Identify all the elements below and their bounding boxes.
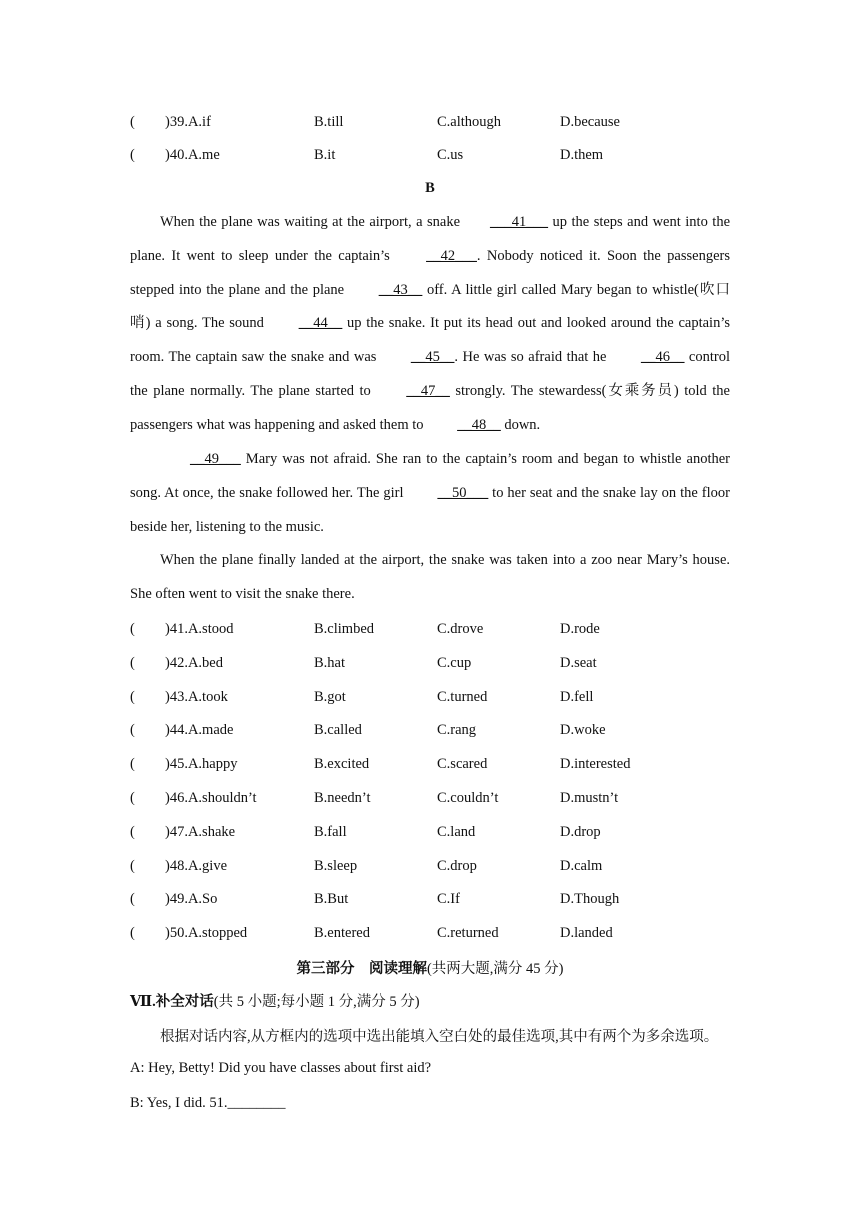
dialog-instruction: 根据对话内容,从方框内的选项中选出能填入空白处的最佳选项,其中有两个为多余选项。 [160, 1029, 719, 1045]
option-d: D.Though [560, 891, 620, 907]
option-a: )42.A.bed [165, 655, 223, 671]
blank-50[interactable]: __50___ [437, 484, 489, 501]
option-b: B.hat [314, 655, 346, 671]
option-b: B.sleep [314, 858, 358, 874]
option-a: )46.A.shouldn’t [165, 790, 257, 806]
section-seven-title: Ⅶ.补全对话 [130, 994, 214, 1010]
option-b: B.climbed [314, 621, 375, 637]
blank-43[interactable]: __43__ [378, 281, 423, 298]
option-d: D.interested [560, 756, 631, 772]
option-b: B.till [314, 114, 344, 130]
answer-bracket[interactable]: ( [130, 147, 135, 163]
option-b: B.fall [314, 824, 347, 840]
option-c: C.scared [437, 756, 488, 772]
option-c: C.land [437, 824, 476, 840]
option-c: C.cup [437, 655, 472, 671]
option-c: C.returned [437, 925, 499, 941]
option-b: B.called [314, 722, 362, 738]
blank-48[interactable]: __48__ [457, 416, 501, 433]
blank-47[interactable]: __47__ [406, 382, 450, 399]
passage-text: control the plane normally. The plane started to [130, 349, 730, 399]
option-a: )48.A.give [165, 858, 228, 874]
option-d: D.rode [560, 621, 600, 637]
answer-bracket[interactable]: ( [130, 858, 135, 874]
passage-text: off. A little girl called Mary began to whistle(吹口哨) a song. The sound [130, 281, 730, 332]
section-seven-heading [130, 990, 420, 1011]
blank-41[interactable]: ___41___ [490, 214, 549, 230]
passage-text: . Nobody noticed it. Soon the passengers stepped into the plane and the plane [130, 247, 730, 298]
option-d: D.fell [560, 689, 594, 705]
answer-bracket[interactable]: ( [130, 824, 135, 840]
answer-bracket[interactable]: ( [130, 925, 135, 941]
option-d: D.woke [560, 722, 606, 738]
option-b: B.excited [314, 756, 370, 772]
answer-bracket[interactable]: ( [130, 689, 135, 705]
answer-bracket[interactable]: ( [130, 756, 135, 772]
passage-text: to her seat and the snake lay on the floor beside her, listening to the music. [130, 484, 730, 535]
answer-bracket[interactable]: ( [130, 722, 135, 738]
option-a: )41.A.stood [165, 621, 234, 637]
passage-text: strongly. The stewardess(女乘务员) told the passengers what was happening and asked them to [130, 382, 730, 433]
option-d: D.calm [560, 858, 603, 874]
part-three-note: (共两大题,满分 45 分) [426, 961, 564, 977]
option-c: C.although [437, 114, 502, 130]
option-b: B.But [314, 891, 349, 907]
option-b: B.needn’t [314, 790, 371, 806]
option-c: C.drop [437, 858, 477, 874]
option-c: C.If [437, 891, 460, 907]
blank-45[interactable]: __45__ [410, 349, 455, 366]
passage-paragraph-3: When the plane finally landed at the airport, the snake was taken into a zoo near Mary’s house. She often went to visit the snake there. [130, 552, 730, 602]
option-b: B.entered [314, 925, 370, 941]
option-c: C.rang [437, 722, 477, 738]
part-three-heading [0, 957, 860, 978]
passage-paragraph-1 [130, 206, 730, 443]
section-seven-note: (共 5 小题;每小题 1 分,满分 5 分) [213, 994, 420, 1010]
option-c: C.us [437, 147, 464, 163]
answer-bracket[interactable]: ( [130, 655, 135, 671]
option-a: )43.A.took [165, 689, 228, 705]
answer-bracket[interactable]: ( [130, 790, 135, 806]
blank-44[interactable]: __44__ [298, 315, 343, 332]
passage-paragraph-2 [130, 443, 730, 544]
option-d: D.landed [560, 925, 613, 941]
option-b: B.got [314, 689, 346, 705]
option-c: C.turned [437, 689, 488, 705]
option-a: )49.A.So [165, 891, 218, 907]
section-b-title: B [425, 180, 435, 196]
passage-text: up the snake. It put its head out and looked around the captain’s room. The captain saw the snake and was [130, 315, 730, 366]
passage-text: Mary was not afraid. She ran to the captain’s room and began to whistle another song. At once, the snake followed her. The girl [130, 451, 730, 501]
option-a: )50.A.stopped [165, 925, 248, 941]
passage-text: up the steps and went into the plane. It went to sleep under the captain’s [130, 214, 731, 264]
option-b: B.it [314, 147, 336, 163]
option-a: )47.A.shake [165, 824, 236, 840]
option-d: D.because [560, 114, 620, 130]
dialog-line-a: A: Hey, Betty! Did you have classes about first aid? [130, 1060, 432, 1076]
option-a: )40.A.me [165, 147, 220, 163]
answer-bracket[interactable]: ( [130, 621, 135, 637]
blank-46[interactable]: __46__ [640, 349, 685, 366]
option-a: )45.A.happy [165, 756, 238, 772]
passage-text: When the plane was waiting at the airport, a snake [160, 214, 461, 230]
option-d: D.mustn’t [560, 790, 619, 806]
answer-bracket[interactable]: ( [130, 891, 135, 907]
blank-49[interactable]: __49___ [190, 451, 241, 467]
option-a: )39.A.if [165, 114, 211, 130]
passage-text: down. [500, 416, 541, 433]
dialog-line-b[interactable]: B: Yes, I did. 51.________ [130, 1095, 286, 1111]
option-d: D.seat [560, 655, 597, 671]
option-c: C.couldn’t [437, 790, 499, 806]
part-three-title: 第三部分 阅读理解 [296, 961, 427, 977]
option-c: C.drove [437, 621, 484, 637]
option-d: D.them [560, 147, 604, 163]
option-d: D.drop [560, 824, 601, 840]
answer-bracket[interactable]: ( [130, 114, 135, 130]
passage-text: . He was so afraid that he [454, 349, 611, 366]
option-a: )44.A.made [165, 722, 234, 738]
blank-42[interactable]: __42___ [426, 247, 477, 264]
